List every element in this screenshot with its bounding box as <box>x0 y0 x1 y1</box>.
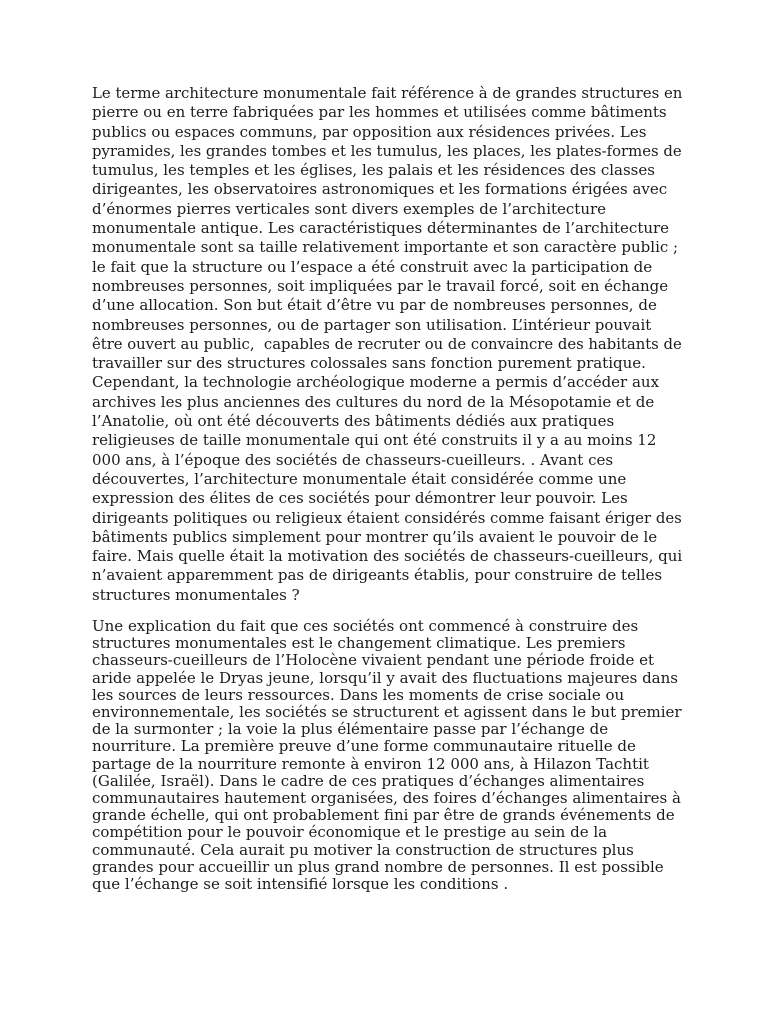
text-line: pierre ou en terre fabriquées par les hommes et utilisées comme bâtiments <box>92 103 667 122</box>
text-line: partage de la nourriture remonte à environ 12 000 ans, à Hilazon Tachtit <box>92 754 649 773</box>
text-line: d’énormes pierres verticales sont divers exemples de l’architecture <box>92 199 607 218</box>
text-line: environnementale, les sociétés se structurent et agissent dans le but premier <box>92 703 682 722</box>
text-line: faire. Mais quelle était la motivation des sociétés de chasseurs-cueilleurs, qui <box>92 547 683 566</box>
text-line: que l’échange se soit intensifié lorsque les conditions . <box>92 875 509 894</box>
text-line: archives les plus anciennes des cultures du nord de la Mésopotamie et de <box>92 392 655 411</box>
text-line: expression des élites de ces sociétés pour démontrer leur pouvoir. Les <box>92 489 628 508</box>
text-line: être ouvert au public, capables de recruter ou de convaincre des habitants de <box>92 334 682 353</box>
text-line: nombreuses personnes, ou de partager son utilisation. L’intérieur pouvait <box>92 315 652 334</box>
text-line: (Galilée, Israël). Dans le cadre de ces pratiques d’échanges alimentaires <box>92 771 645 790</box>
text-line: pyramides, les grandes tombes et les tumulus, les places, les plates-formes de <box>92 141 682 160</box>
text-line: structures monumentales ? <box>92 585 300 604</box>
text-line: chasseurs-cueilleurs de l’Holocène vivaient pendant une période froide et <box>92 651 655 670</box>
text-line: découvertes, l’architecture monumentale était considérée comme une <box>92 469 627 488</box>
text-line: communauté. Cela aurait pu motiver la construction de structures plus <box>92 840 634 859</box>
text-line: les sources de leurs ressources. Dans les moments de crise sociale ou <box>92 685 625 704</box>
paragraph-2 <box>92 618 682 893</box>
text-line: le fait que la structure ou l’espace a été construit avec la participation de <box>92 257 653 276</box>
text-line: communautaires hautement organisées, des foires d’échanges alimentaires à <box>92 789 681 808</box>
text-line: l’Anatolie, où ont été découverts des bâtiments dédiés aux pratiques <box>92 412 615 431</box>
text-line: Une explication du fait que ces sociétés ont commencé à construire des <box>92 617 639 635</box>
text-line: compétition pour le pouvoir économique et le prestige au sein de la <box>92 823 608 842</box>
text-line: dirigeantes, les observatoires astronomiques et les formations érigées avec <box>92 180 668 199</box>
text-line: publics ou espaces communs, par opposition aux résidences privées. Les <box>92 122 647 141</box>
text-line: de la surmonter ; la voie la plus élémentaire passe par l’échange de <box>92 720 609 739</box>
text-line: n’avaient apparemment pas de dirigeants établis, pour construire de telles <box>92 566 663 585</box>
text-line: structures monumentales est le changement climatique. Les premiers <box>92 634 626 653</box>
text-line: 000 ans, à l’époque des sociétés de chasseurs-cueilleurs. . Avant ces <box>92 450 614 469</box>
text-line: dirigeants politiques ou religieux étaient considérés comme faisant ériger des <box>92 508 682 527</box>
text-line: grande échelle, qui ont probablement fini par être de grands événements de <box>92 806 675 825</box>
text-line: tumulus, les temples et les églises, les palais et les résidences des classes <box>92 161 655 180</box>
text-line: monumentale sont sa taille relativement importante et son caractère public ; <box>92 238 679 257</box>
text-line: travailler sur des structures colossales sans fonction purement pratique. <box>92 354 646 373</box>
text-line: bâtiments publics simplement pour montrer qu’ils avaient le pouvoir de le <box>92 527 658 546</box>
text-line: nourriture. La première preuve d’une forme communautaire rituelle de <box>92 737 636 756</box>
paragraph-1 <box>92 84 682 605</box>
text-line: religieuses de taille monumentale qui ont été construits il y a au moins 12 <box>92 431 657 450</box>
text-line: monumentale antique. Les caractéristiques déterminantes de l’architecture <box>92 219 670 238</box>
text-line: Cependant, la technologie archéologique moderne a permis d’accéder aux <box>92 373 660 392</box>
text-line: d’une allocation. Son but était d’être vu par de nombreuses personnes, de <box>92 296 657 315</box>
text-line: aride appelée le Dryas jeune, lorsqu’il y avait des fluctuations majeures dans <box>92 668 678 687</box>
text-line: grandes pour accueillir un plus grand nombre de personnes. Il est possible <box>92 857 664 876</box>
text-line: nombreuses personnes, soit impliquées par le travail forcé, soit en échange <box>92 276 669 295</box>
text-line: Le terme architecture monumentale fait référence à de grandes structures en <box>92 84 683 102</box>
